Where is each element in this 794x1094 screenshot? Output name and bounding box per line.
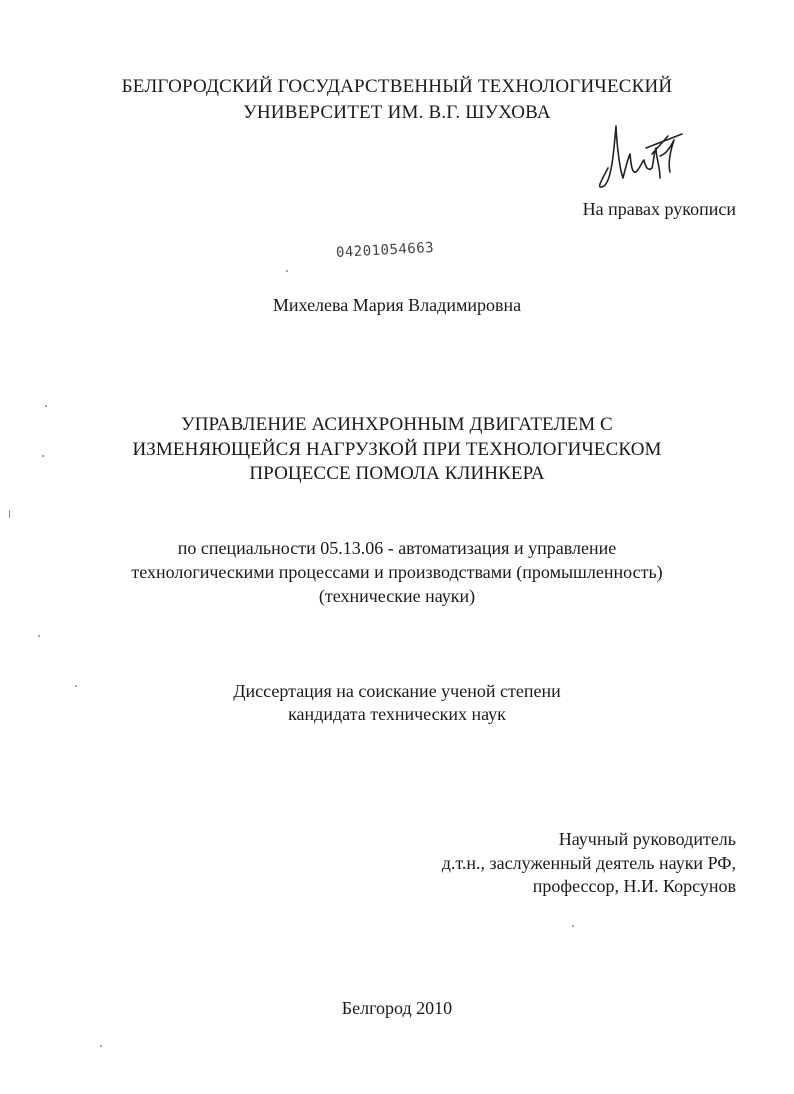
specialty-line-3: (технические науки) xyxy=(318,586,476,606)
thesis-title-line-3: ПРОЦЕССЕ ПОМОЛА КЛИНКЕРА xyxy=(249,463,545,484)
specialty-line-1: по специальности 05.13.06 - автоматизация и управление xyxy=(177,538,617,558)
scan-speck xyxy=(45,405,47,407)
supervisor-name: профессор, Н.И. Корсунов xyxy=(532,876,736,896)
scan-speck xyxy=(572,925,574,927)
specialty-line-2: технологическими процессами и производствами (промышленность) xyxy=(131,562,663,582)
scan-speck xyxy=(286,270,288,272)
inventory-number: 04201054663 xyxy=(335,239,435,261)
scan-speck xyxy=(75,685,77,687)
supervisor-label: Научный руководитель xyxy=(558,829,736,849)
scan-speck xyxy=(42,455,44,457)
handwritten-signature xyxy=(590,108,690,196)
supervisor-degree: д.т.н., заслуженный деятель науки РФ, xyxy=(441,853,736,873)
university-name-line-2: УНИВЕРСИТЕТ ИМ. В.Г. ШУХОВА xyxy=(243,102,551,123)
university-name-line-1: БЕЛГОРОДСКИЙ ГОСУДАРСТВЕННЫЙ ТЕХНОЛОГИЧЕСКИЙ xyxy=(121,76,673,97)
thesis-title-line-1: УПРАВЛЕНИЕ АСИНХРОННЫМ ДВИГАТЕЛЕМ С xyxy=(181,414,613,435)
manuscript-rights-label: На правах рукописи xyxy=(582,199,736,219)
dissertation-line-2: кандидата технических наук xyxy=(288,704,506,724)
thesis-title-line-2: ИЗМЕНЯЮЩЕЙСЯ НАГРУЗКОЙ ПРИ ТЕХНОЛОГИЧЕСКОМ xyxy=(132,439,662,460)
city-year: Белгород 2010 xyxy=(341,998,453,1018)
author-name: Михелева Мария Владимировна xyxy=(272,295,522,315)
dissertation-line-1: Диссертация на соискание ученой степени xyxy=(233,681,561,701)
scan-speck xyxy=(9,510,10,518)
scan-speck xyxy=(38,635,40,637)
scan-speck xyxy=(100,1045,102,1047)
